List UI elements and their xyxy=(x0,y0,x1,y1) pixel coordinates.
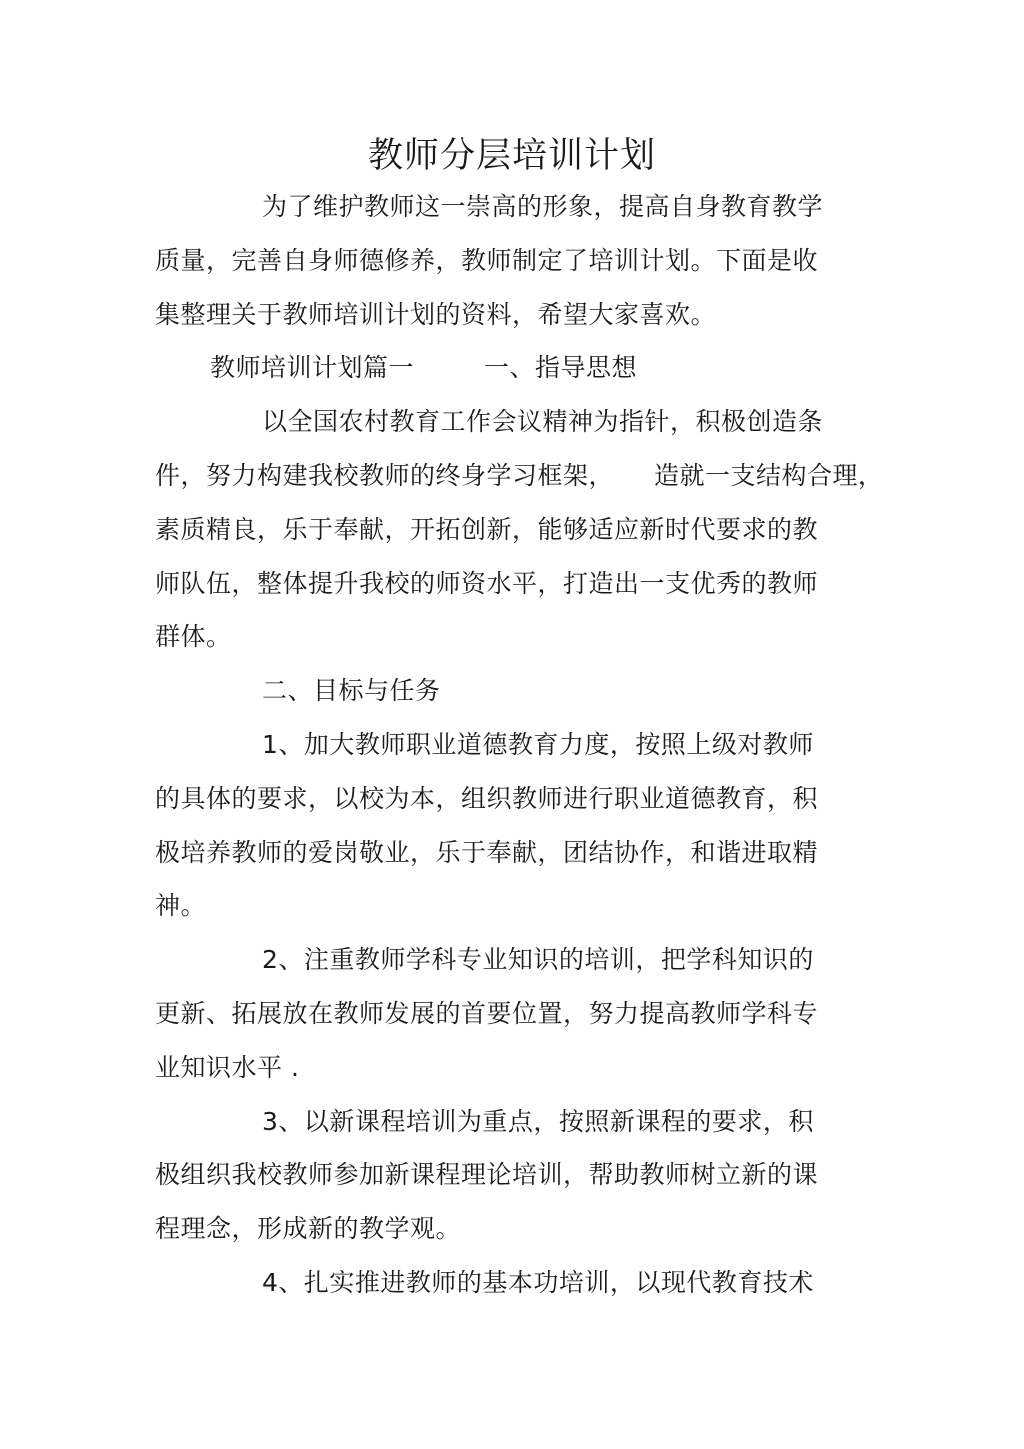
item4-line-1: 4、扎实推进教师的基本功培训，以现代教育技术 xyxy=(262,1268,814,1297)
item1-line-1: 1、加大教师职业道德教育力度，按照上级对教师 xyxy=(262,730,814,759)
item3-line-3: 程理念，形成新的教学观。 xyxy=(155,1214,462,1243)
section-heading-left: 教师培训计划篇一 xyxy=(210,353,415,382)
guiding-line-2-right: 造就一支结构合理， xyxy=(654,461,884,490)
item2-line-2: 更新、拓展放在教师发展的首要位置，努力提高教师学科专 xyxy=(155,999,819,1028)
goals-heading: 二、目标与任务 xyxy=(262,676,441,705)
intro-line-3: 集整理关于教师培训计划的资料，希望大家喜欢。 xyxy=(155,300,717,329)
guiding-line-4: 师队伍，整体提升我校的师资水平，打造出一支优秀的教师 xyxy=(155,569,819,598)
item2-line-1: 2、注重教师学科专业知识的培训，把学科知识的 xyxy=(262,945,814,974)
item3-line-2: 极组织我校教师参加新课程理论培训，帮助教师树立新的课 xyxy=(155,1160,819,1189)
guiding-line-1: 以全国农村教育工作会议精神为指针，积极创造条 xyxy=(262,407,824,436)
section-heading-right: 一、指导思想 xyxy=(484,353,638,382)
item3-line-1: 3、以新课程培训为重点，按照新课程的要求，积 xyxy=(262,1107,814,1136)
item1-line-2: 的具体的要求，以校为本，组织教师进行职业道德教育，积 xyxy=(155,784,819,813)
guiding-line-2 xyxy=(155,459,884,493)
intro-line-2: 质量，完善自身师德修养，教师制定了培训计划。下面是收 xyxy=(155,246,819,275)
guiding-line-5: 群体。 xyxy=(155,622,232,651)
document-title: 教师分层培训计划 xyxy=(367,136,656,176)
section-heading xyxy=(210,351,637,385)
item2-line-3: 业知识水平 . xyxy=(155,1053,300,1082)
item1-line-3: 极培养教师的爱岗敬业，乐于奉献，团结协作，和谐进取精 xyxy=(155,838,819,867)
guiding-line-3: 素质精良，乐于奉献，开拓创新，能够适应新时代要求的教 xyxy=(155,515,819,544)
item1-line-4: 神。 xyxy=(155,891,207,920)
guiding-line-2-left: 件，努力构建我校教师的终身学习框架， xyxy=(155,461,615,490)
intro-line-1: 为了维护教师这一崇高的形象，提高自身教育教学 xyxy=(262,192,824,221)
